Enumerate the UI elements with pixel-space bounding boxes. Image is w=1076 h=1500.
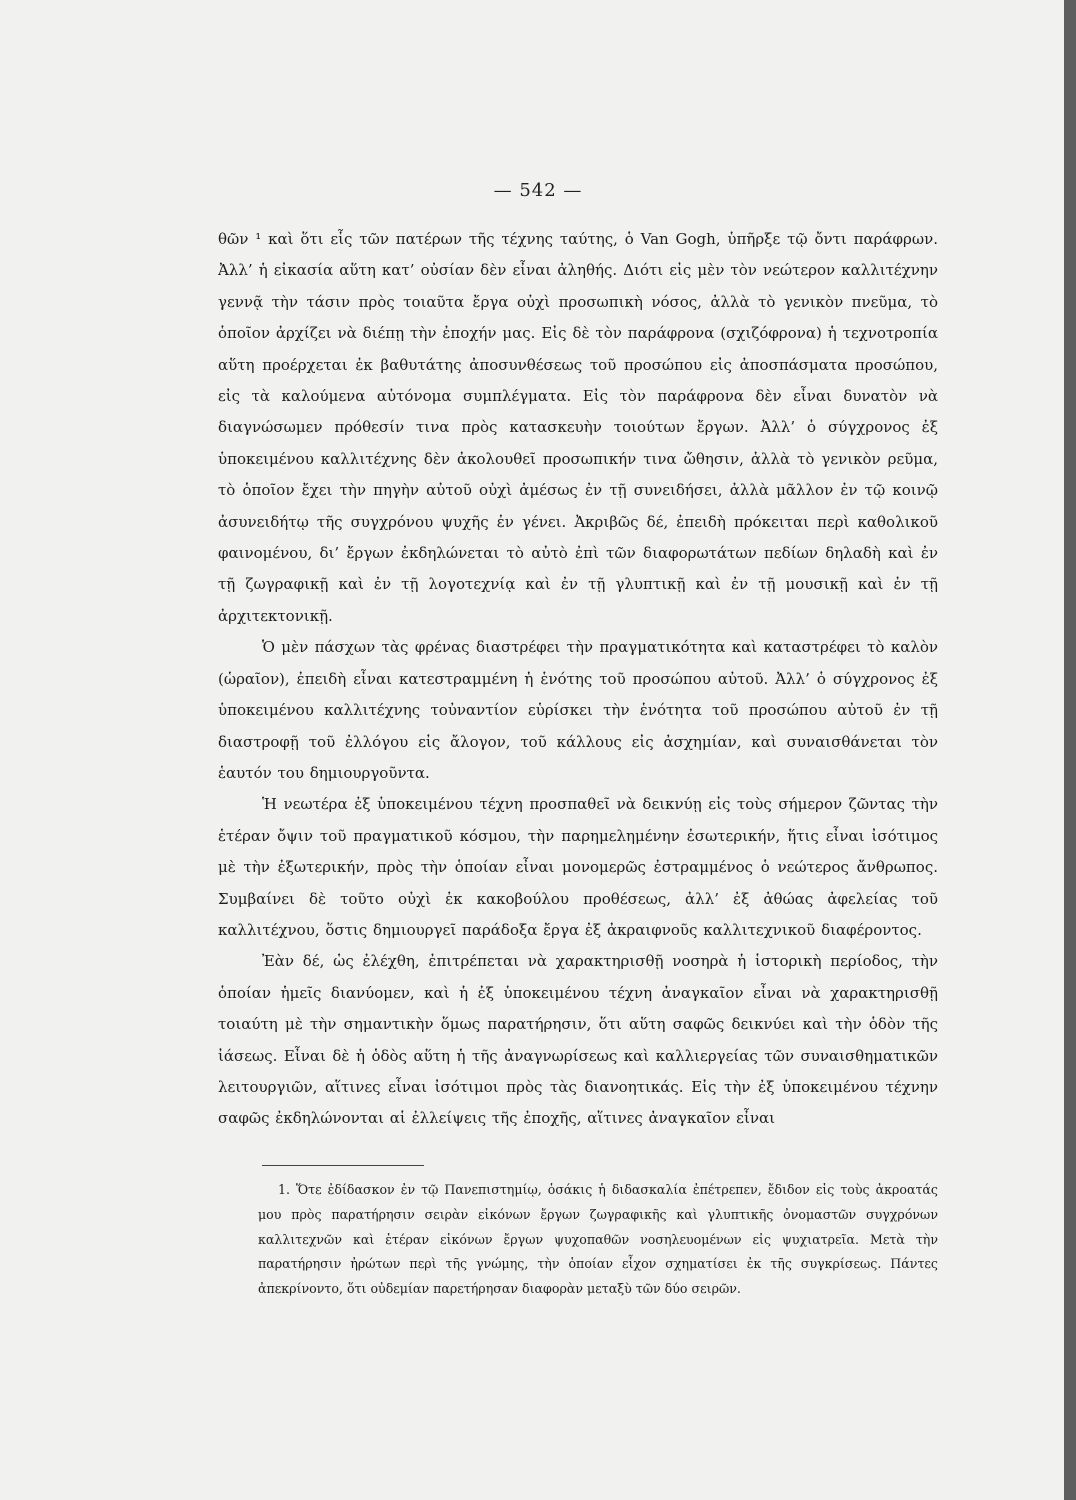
paragraph-1: θῶν ¹ καὶ ὅτι εἷς τῶν πατέρων τῆς τέχνης ταύτης, ὁ Van Gogh, ὑπῆρξε τῷ ὄντι παράφρων. Ἀλλ’ ἡ εἰκασία αὕτη κατ’ οὐσίαν δὲν εἶναι ἀληθής. Διότι εἰς μὲν τὸν νεώτερον καλλιτέχνην γεννᾷ τὴν τάσιν πρὸς τοιαῦτα ἔργα οὐχὶ προσωπικὴ νόσος, ἀλλὰ τὸ γενικὸν πνεῦμα, τὸ ὁποῖον ἀρχίζει νὰ διέπῃ τὴν ἐποχήν μας. Εἰς δὲ τὸν παράφρονα (σχιζόφρονα) ἡ τεχνοτροπία αὕτη προέρχεται ἐκ βαθυτάτης ἀποσυνθέσεως τοῦ προσώπου εἰς ἀποσπάσματα προσώπου, εἰς τὰ καλούμενα αὐτόνομα συμπλέγματα. Εἰς τὸν παράφρονα δὲν εἶναι δυνατὸν νὰ διαγνώσωμεν πρόθεσίν τινα πρὸς κατασκευὴν τοιούτων ἔργων. Ἀλλ’ ὁ σύγχρονος ἐξ ὑποκειμένου καλλιτέχνης δὲν ἀκολουθεῖ προσωπικήν τινα ὤθησιν, ἀλλὰ τὸ γενικὸν ρεῦμα, τὸ ὁποῖον ἔχει τὴν πηγὴν αὐτοῦ οὐχὶ ἀμέσως ἐν τῇ συνειδήσει, ἀλλὰ μᾶλλον ἐν τῷ κοινῷ ἀσυνειδήτῳ τῆς συγχρόνου ψυχῆς ἐν γένει. Ἀκριβῶς δέ, ἐπειδὴ πρόκειται περὶ καθολικοῦ φαινομένου, δι’ ἔργων ἐκδηλώνεται τὸ αὐτὸ ἐπὶ τῶν διαφορωτάτων πεδίων δηλαδὴ καὶ ἐν τῇ ζωγραφικῇ καὶ ἐν τῇ λογοτεχνίᾳ καὶ ἐν τῇ γλυπτικῇ καὶ ἐν τῇ μουσικῇ καὶ ἐν τῇ ἀρχιτεκτονικῇ. (218, 230, 938, 625)
paragraph-4: Ἐὰν δέ, ὡς ἐλέχθη, ἐπιτρέπεται νὰ χαρακτηρισθῇ νοσηρὰ ἡ ἱστορικὴ περίοδος, τὴν ὁποίαν ἡμεῖς διανύομεν, καὶ ἡ ἐξ ὑποκειμένου τέχνη ἀναγκαῖον εἶναι νὰ χαρακτηρισθῇ τοιαύτη μὲ τὴν σημαντικὴν ὅμως παρατήρησιν, ὅτι αὕτη σαφῶς δεικνύει καὶ τὴν ὁδὸν τῆς ἰάσεως. Εἶναι δὲ ἡ ὁδὸς αὕτη ἡ τῆς ἀναγνωρίσεως καὶ καλλιεργείας τῶν συναισθηματικῶν λειτουργιῶν, αἵτινες εἶναι ἰσότιμοι πρὸς τὰς διανοητικάς. Εἰς τὴν ἐξ ὑποκειμένου τέχνην σαφῶς ἐκδηλώνονται αἱ ἐλλείψεις τῆς ἐποχῆς, αἵτινες ἀναγκαῖον εἶναι (218, 952, 938, 1128)
footnote: 1. Ὅτε ἐδίδασκον ἐν τῷ Πανεπιστημίῳ, ὁσάκις ἡ διδασκαλία ἐπέτρεπεν, ἔδιδον εἰς τοὺς ἀκροατάς μου πρὸς παρατήρησιν σειρὰν εἰκόνων ἔργων ζωγραφικῆς καὶ γλυπτικῆς ὀνομαστῶν συγχρόνων καλλιτεχνῶν καὶ ἑτέραν εἰκόνων ἔργων ψυχοπαθῶν νοσηλευομένων εἰς ψυχιατρεῖα. Μετὰ τὴν παρατήρησιν ἠρώτων περὶ τῆς γνώμης, τὴν ὁποίαν εἶχον σχηματίσει ἐκ τῆς συγκρίσεως. Πάντες ἀπεκρίνοντο, ὅτι οὐδεμίαν παρετήρησαν διαφορὰν μεταξὺ τῶν δύο σειρῶν. (258, 1182, 938, 1297)
footnote-divider (262, 1165, 424, 1166)
page-edge-shadow (1064, 0, 1076, 1500)
paragraph-3: Ἡ νεωτέρα ἐξ ὑποκειμένου τέχνη προσπαθεῖ νὰ δεικνύῃ εἰς τοὺς σήμερον ζῶντας τὴν ἑτέραν ὄψιν τοῦ πραγματικοῦ κόσμου, τὴν παρημελημένην ἐσωτερικήν, ἥτις εἶναι ἰσότιμος μὲ τὴν ἐξωτερικήν, πρὸς τὴν ὁποίαν εἶναι μονομερῶς ἐστραμμένος ὁ νεώτερος ἄνθρωπος. Συμβαίνει δὲ τοῦτο οὐχὶ ἐκ κακοβούλου προθέσεως, ἀλλ’ ἐξ ἀθώας ἀφελείας τοῦ καλλιτέχνου, ὅστις δημιουργεῖ παράδοξα ἔργα ἐξ ἀκραιφνοῦς καλλιτεχνικοῦ διαφέροντος. (218, 795, 938, 939)
page-number: — 542 — (493, 180, 583, 201)
paragraph-2: Ὁ μὲν πάσχων τὰς φρένας διαστρέφει τὴν πραγματικότητα καὶ καταστρέφει τὸ καλὸν (ὡραῖον), ἐπειδὴ εἶναι κατεστραμμένη ἡ ἑνότης τοῦ προσώπου αὐτοῦ. Ἀλλ’ ὁ σύγχρονος ἐξ ὑποκειμένου καλλιτέχνης τοὐναντίον εὑρίσκει τὴν ἑνότητα τοῦ προσώπου αὐτοῦ ἐν τῇ διαστροφῇ τοῦ ἐλλόγου εἰς ἄλογον, τοῦ κάλλους εἰς ἀσχημίαν, καὶ συναισθάνεται τὸν ἑαυτόν του δημιουργοῦντα. (218, 638, 938, 782)
main-text (218, 224, 938, 1135)
